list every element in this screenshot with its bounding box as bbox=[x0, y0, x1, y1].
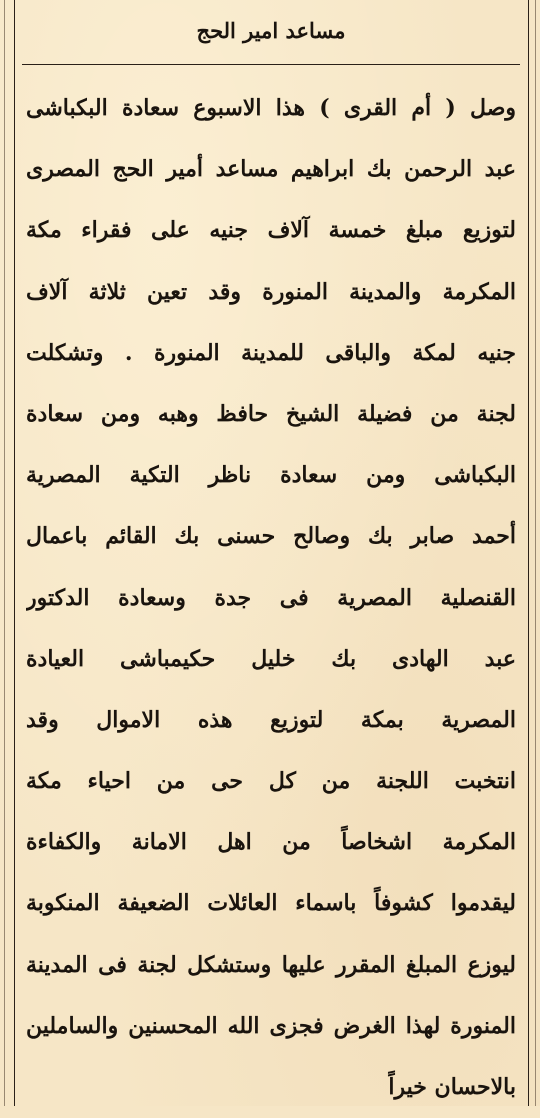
article-body bbox=[26, 78, 516, 1118]
article-line: القنصلية المصرية فى جدة وسعادة الدكتور bbox=[26, 584, 516, 611]
article-line: عبد الرحمن بك ابراهيم مساعد أمير الحج المصرى bbox=[26, 156, 516, 183]
article-line: المكرمة اشخاصاً من اهل الامانة والكفاءة bbox=[26, 829, 516, 856]
article-line-final: بالاحسان خيراً bbox=[388, 1074, 516, 1100]
article-line: انتخبت اللجنة من كل حى من احياء مكة bbox=[26, 768, 516, 795]
article-line: وصل ( أم القرى ) هذا الاسبوع سعادة البكباشى bbox=[26, 95, 516, 121]
article-line: البكباشى ومن سعادة ناظر التكية المصرية bbox=[26, 462, 516, 489]
article-line: المكرمة والمدينة المنورة وقد تعين ثلاثة آلاف bbox=[26, 278, 516, 305]
article-line: جنيه لمكة والباقى للمدينة المنورة . وتشكلت bbox=[26, 339, 516, 366]
article-line: ليوزع المبلغ المقرر عليها وستشكل لجنة فى المدينة bbox=[26, 951, 516, 978]
article-headline: مساعد امير الحج bbox=[196, 18, 346, 43]
column-rule-right bbox=[528, 0, 529, 1106]
article-line: المصرية بمكة لتوزيع هذه الاموال وقد bbox=[26, 706, 516, 733]
article-line: المنورة لهذا الغرض فجزى الله المحسنين والساملين bbox=[26, 1012, 516, 1039]
column-rule-outer-right bbox=[535, 0, 536, 1106]
column-rule-outer-left bbox=[4, 0, 5, 1106]
article-line: ليقدموا كشوفاً باسماء العائلات الضعيفة المنكوبة bbox=[26, 890, 516, 917]
article-line: لجنة من فضيلة الشيخ حافظ وهبه ومن سعادة bbox=[26, 400, 516, 427]
headline-divider bbox=[22, 64, 520, 65]
article bbox=[22, 0, 520, 1106]
column-rule-left bbox=[14, 0, 15, 1106]
article-line: عبد الهادى بك خليل حكيمباشى العيادة bbox=[26, 645, 516, 672]
article-line: أحمد صابر بك وصالح حسنى بك القائم باعمال bbox=[26, 523, 516, 550]
article-line: لتوزيع مبلغ خمسة آلاف جنيه على فقراء مكة bbox=[26, 217, 516, 244]
